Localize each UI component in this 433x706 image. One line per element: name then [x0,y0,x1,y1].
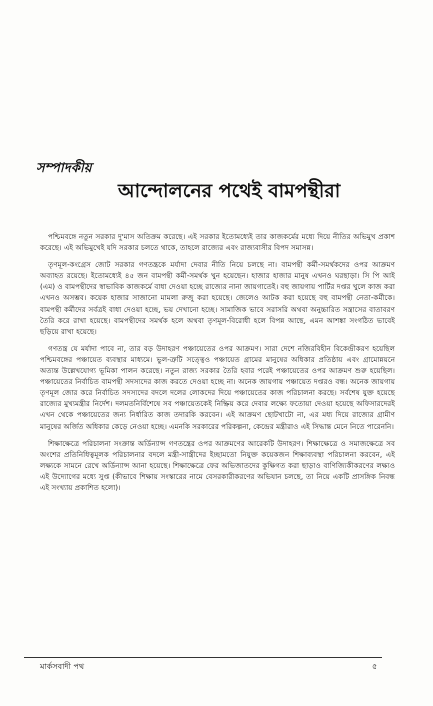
footer-divider [24,657,382,658]
paragraph: তৃণমূল-কংগ্রেস জোট সরকার গণতন্ত্রকে মর্যাদা দেবার নীতি নিয়ে চলছে না। বামপন্থী কর্মী-সমর্থকদের ওপর আক্রমণ অব্যাহত রয়েছে। ইতোমধ্যেই ৪৫ জন বামপন্থী কর্মী-সমর্থক খুন হয়েছেন। হাজার হাজার মানুষ এখনও ঘরছাড়া। সি পি আই (এম) ও বামপন্থীদের স্বাভাবিক কাজকর্মে বাধা দেওয়া হচ্ছে রাজ্যের নানা জায়গাতেই। বহু জায়গায় পার্টির দপ্তর খুলে কাজ করা এখনও অসম্ভব। কয়েক হাজার সাজানো মামলা রুজু করা হয়েছে। জেলেও আটক করা হয়েছে বহু বামপন্থী নেতা-কর্মীকে। বামপন্থী কর্মীদের সর্বত্রই বাধা দেওয়া হচ্ছে, ভয় দেখানো হচ্ছে। সামাজিক ভাবে সরাসরি অথবা অনুচ্চারিত সন্ত্রাসের বাতাবরণ তৈরি করে রাখা হয়েছে। বামপন্থীদের সমর্থক হলে অথবা তৃণমূল-বিরোধী হলে বিপন্ন আছে, এমন আশঙ্কা সংগঠিত ভাবেই ছড়িয়ে রাখা হয়েছে। [40,260,395,336]
paragraph: শিক্ষাক্ষেত্রে পরিচালনা সংক্রান্ত অর্ডিন্যান্স গণতন্ত্রের ওপর আক্রমণের আরেকটি উদাহরণ। শিক্ষাক্ষেত্রে ও সমাজক্ষেত্রে সব অংশের প্রতিনিধিত্বমূলক পরিচালনার বদলে মন্ত্রী-সান্ত্রীদের ইচ্ছামতো নিযুক্ত কয়েকজন শিক্ষাব্যবস্থা পরিচালনা করবেন, এই লক্ষ্যকে সামনে রেখে অর্ডিন্যান্স আনা হয়েছে। শিক্ষাক্ষেত্রে ফের অভিজাতদের কুক্ষিগত করা ছাড়াও বাণিজ্যিকীকরণের লক্ষ্যও এই উদ্যোগের মধ্যে সুপ্ত (কীভাবে শিক্ষায় সংস্কারের নামে বেসরকারীকরণের অভিযান চলছে, তা নিয়ে একটি প্রাসঙ্গিক নিবন্ধ এই সংখ্যায় প্রকাশিত হলো)। [40,438,395,492]
paragraph: গণতন্ত্র যে মর্যাদা পাবে না, তার বড় উদাহরণ পঞ্চায়েতের ওপর আক্রমণ। সারা দেশে নজিরবিহীন বিকেন্দ্রীকরণ হয়েছিল পশ্চিমবঙ্গের পঞ্চায়েত ব্যবস্থার মাধ্যমে। ভুল-ত্রুটি সত্ত্বেও পঞ্চায়েত গ্রামের মানুষের অধিকার প্রতিষ্ঠায় এবং গ্রামোন্নয়নে অত্যন্ত উল্লেখযোগ্য ভূমিকা পালন করেছে। নতুন রাজ্য সরকার তৈরি হবার পরেই পঞ্চায়েতের ওপর আক্রমণ শুরু হয়েছিল। পঞ্চায়েতের নির্বাচিত বামপন্থী সদস্যদের কাজ করতে দেওয়া হচ্ছে না। অনেক জায়গায় পঞ্চায়েত দপ্তরও বন্ধ। অনেক জায়গায় তৃণমূল জোর করে নির্বাচিত সদস্যদের বদলে দলের লোকদের দিয়ে পঞ্চায়েতের কাজ পরিচালনা করছে। সর্বশেষ যুক্ত হয়েছে রাজ্যের মুখ্যমন্ত্রীর নির্দেশ। দলমতনির্বিশেষে সব পঞ্চায়েতকেই নিষ্ক্রিয় করে দেবার লক্ষ্যে ফতোয়া দেওয়া হয়েছে অফিসারদেরই এখন থেকে পঞ্চায়েতের জন্য নির্ধারিত কাজ তদারকি করবেন। এই আক্রমণ ছোটখাটো না, এর মধ্য দিয়ে রাজ্যের গ্রামীণ মানুষের অর্জিত অধিকার কেড়ে নেওয়া হচ্ছে। এমনকি সরকারের পরিকল্পনা, কেন্দ্রের মন্ত্রীরাও এই সিদ্ধান্ত মেনে নিতে পারেননি। [40,343,395,431]
section-label: সম্পাদকীয় [36,161,92,176]
page-number: ৫ [372,662,378,671]
page-title: আন্দোলনের পথেই বামপন্থীরা [118,180,341,202]
paragraph: পশ্চিমবঙ্গে নতুন সরকার দু'মাস অতিক্রম করেছে। এই সরকার ইতোমধ্যেই তার কাজকর্মের মধ্যে দিয়ে নীতির অভিমুখ প্রকাশ করেছে। এই অভিমুখেই যদি সরকার চলতে থাকে, তাহলে রাজ্যের এবং রাজ্যবাসীর বিপদ সমাসন্ন। [40,232,395,253]
article-body [40,231,395,493]
journal-name: মার্কসবাদী পথ [40,662,85,671]
